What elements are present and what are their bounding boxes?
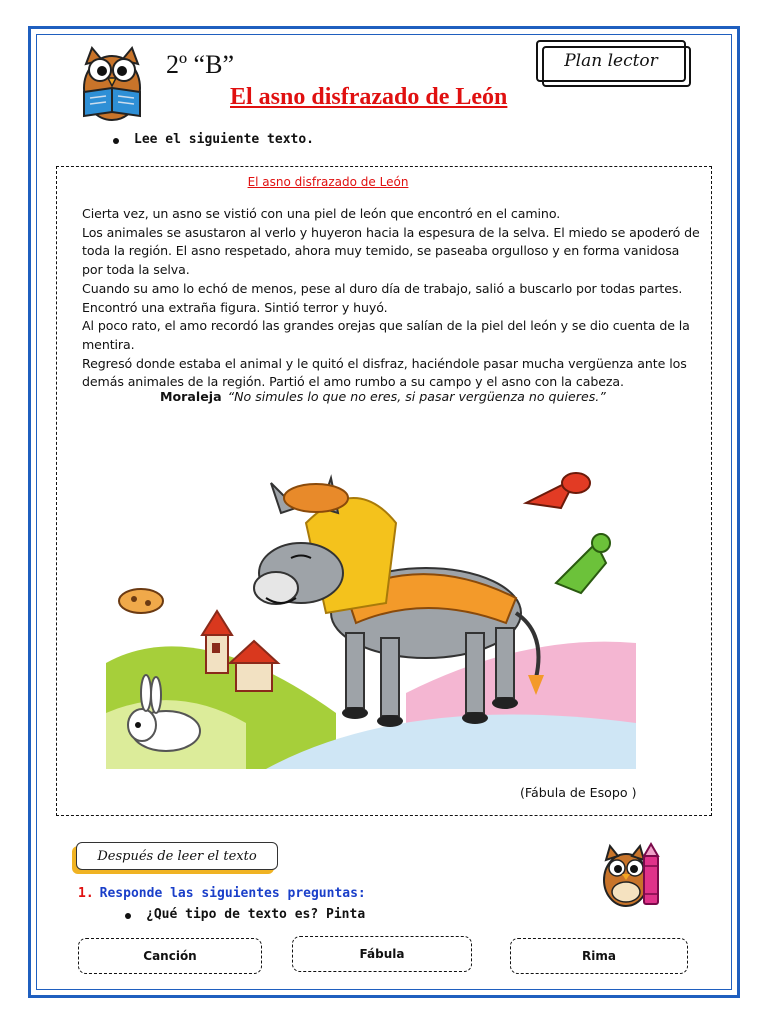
bullet-dot bbox=[113, 138, 119, 144]
story-paragraph: Regresó donde estaba el animal y le quitó el disfraz, haciéndole pasar mucha vergüenza ante los demás animales de la región. Partió el amo rumbo a su campo y el asno con la cabeza. bbox=[82, 355, 687, 390]
question-text: Responde las siguientes preguntas: bbox=[99, 886, 366, 901]
option-rima[interactable] bbox=[510, 938, 688, 974]
plan-lector-badge bbox=[536, 40, 686, 82]
reading-title: El asno disfrazado de León bbox=[247, 175, 409, 189]
story-paragraph: Al poco rato, el amo recordó las grandes orejas que salían de la piel del león y se dio cuenta de la mentira. bbox=[82, 318, 690, 352]
option-label: Canción bbox=[143, 949, 197, 963]
after-reading-label-text: Después de leer el texto bbox=[97, 848, 257, 864]
option-label: Fábula bbox=[359, 947, 405, 961]
source-citation: (Fábula de Esopo ) bbox=[520, 785, 637, 800]
story-text bbox=[82, 205, 702, 392]
option-cancion[interactable] bbox=[78, 938, 262, 974]
grade-label: 2º “B” bbox=[166, 50, 234, 79]
story-paragraph: Los animales se asustaron al verlo y huyeron hacia la espesura de la selva. El miedo se apoderó de toda la región. El asno respetado, ahora muy temido, se paseaba orgulloso y en forma vanidosa por toda la selva. bbox=[82, 224, 700, 278]
after-reading-label bbox=[76, 842, 278, 870]
question-number: 1. bbox=[78, 886, 94, 901]
moral-label: Moraleja bbox=[160, 389, 222, 404]
bullet-dot bbox=[125, 913, 131, 919]
donkey-in-lion-skin-illustration bbox=[106, 463, 636, 769]
option-label: Rima bbox=[582, 949, 616, 963]
owl-with-crayon-icon bbox=[598, 842, 666, 910]
question-1 bbox=[78, 886, 366, 901]
story-paragraph: Cuando su amo lo echó de menos, pese al duro día de trabajo, salió a buscarlo por todas partes. Encontró una extraña figura. Sintió terror y huyó. bbox=[82, 280, 683, 315]
page-title: El asno disfrazado de León bbox=[230, 84, 508, 110]
owl-reading-book-icon bbox=[78, 44, 146, 122]
instruction-text: Lee el siguiente texto. bbox=[134, 132, 315, 147]
moral-text: “No simules lo que no eres, si pasar vergüenza no quieres.” bbox=[227, 389, 606, 404]
option-fabula[interactable] bbox=[292, 936, 472, 972]
moral-line bbox=[160, 389, 606, 404]
plan-lector-label: Plan lector bbox=[564, 51, 658, 71]
sub-question: ¿Qué tipo de texto es? Pinta bbox=[146, 907, 366, 922]
story-paragraph: Cierta vez, un asno se vistió con una piel de león que encontró en el camino. bbox=[82, 206, 561, 221]
